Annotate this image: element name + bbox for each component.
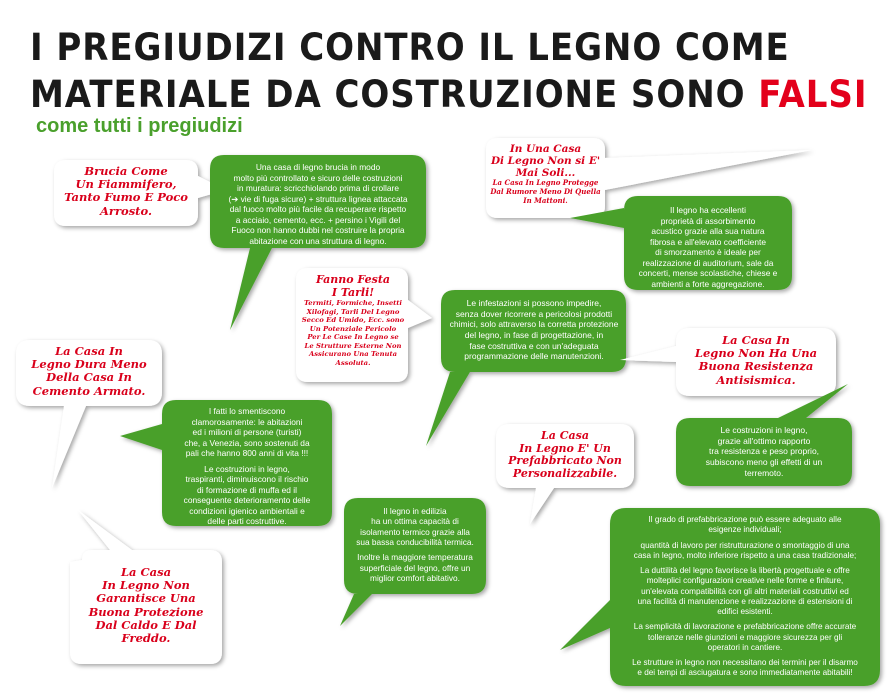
myth-termites-text [298,274,408,367]
fact-line: che, a Venezia, sono sostenuti da [184,437,310,448]
fact-line: in muratura: scricchiolando prima di crollare [237,183,399,193]
fact-line: ed i milioni di persone (turisti) [192,427,302,437]
myth-thermal-text [72,566,220,645]
fact-line: La duttilità del legno favorisce la libertà progettuale e offre [640,566,850,575]
fact-thermal-text [346,506,484,589]
fact-line: Una casa di legno brucia in modo [255,162,381,172]
fact-line: e dei tempi di asciugatura e sono immediatamente abitabili! [637,668,853,678]
myth-line: Un Fiammifero, [75,177,177,192]
fact-fire-text [212,162,424,246]
fact-line: ambienti a forte aggregazione. [651,278,765,289]
fact-paragraph [612,541,878,562]
myth-line: I Tarli! [331,285,375,299]
myth-subline: Le Strutture Esterne Non [304,341,402,350]
fact-line: Il legno in edilizia [383,506,447,516]
myth-line: La Casa In [722,333,790,347]
fact-paragraph [612,622,878,653]
fact-line: Il grado di prefabbricazione può essere adeguato alle [648,515,842,524]
myth-line: In Legno E' Un [519,441,611,455]
fact-line: Fuoco non hanno dubbi nel costruire la propria [231,225,405,235]
fact-line: abitazione con una struttura di legno. [249,235,387,246]
fact-line: clamorosamente: le abitazioni [191,416,303,427]
fact-line: una facilità di manutenzione e realizzazione di estensioni di [637,596,853,606]
myth-prefab-text [498,430,632,481]
fact-line: a acciaio, cemento, ecc. + persino i Vigili del [235,214,401,225]
fact-line: dal fuoco molto più facile da recuperare rispetto [229,204,407,214]
subtitle: come tutti i pregiudizi [36,115,243,137]
fact-line: isolamento termico grazie alla [360,526,470,537]
myth-line: In Una Casa [509,143,582,155]
myth-line: Antisismica. [716,372,796,387]
myth-subline: Termiti, Formiche, Insetti [303,299,403,308]
myth-line: Legno Dura Meno [31,357,147,372]
myth-line: Tanto Fumo E Poco [64,190,188,205]
fact-line: realizzazione di auditorium, sale da [642,257,774,268]
fact-line: Le costruzioni in legno, [204,463,290,474]
myth-line: Brucia Come [84,164,168,178]
fact-line: di formazione di muffa ed il [197,484,297,495]
fact-line: grazie all'ottimo rapporto [717,435,811,446]
myth-subline: Per Le Case In Legno se [307,333,399,342]
myth-line: La Casa [541,429,589,442]
fact-line: edifici esistenti. [717,607,773,616]
fact-line: proprietà di assorbimento [660,215,756,226]
fact-line: di smorzamento è ideale per [655,247,761,257]
myth-subline: Assicurano Una Tenuta [308,350,398,359]
myth-line: Buona Protezione [88,604,204,619]
fact-line: esigenze individuali; [708,525,782,535]
myth-line: In Legno Non [102,578,190,593]
fact-prefab-text [612,515,878,684]
myth-line: Freddo. [121,631,171,646]
fact-paragraph [164,406,330,459]
myth-subline: Xilofagi, Tarli Del Legno [306,307,400,316]
fact-line: operatori in cantiere. [707,642,783,652]
myth-line: Dal Caldo E Dal [95,617,197,632]
fact-line: fibrosa e all'elevato coefficiente [650,236,766,247]
fact-line: molto più controllato e sicuro delle costruzioni [233,172,403,183]
fact-line: del legno, in fase di progettazione, in [464,329,604,340]
fact-durability-text [164,406,330,532]
fact-line: (➔ vie di fuga sicure) + struttura lignea attaccata [228,193,408,204]
myth-line: La Casa [120,565,172,579]
myth-subline: La Casa In Legno Protegge [492,178,599,188]
myth-noise-text [488,143,603,205]
fact-paragraph [346,506,484,547]
fact-line: programmazione delle manutenzioni. [464,351,604,362]
fact-line: I fatti lo smentiscono [208,406,286,416]
fact-line: concerti, mense scolastiche, chiese e [638,268,778,278]
myth-line: Prefabbricato Non [508,454,622,468]
fact-line: senza dover ricorrere a pericolosi prodotti [455,308,613,319]
fact-line: tolleranze nelle giunzioni e maggiore sicurezza per gli [647,632,843,642]
fact-line: un'elevata compatibilità con gli altri materiali costruttivi ed [641,586,849,596]
myth-line: Cemento Armato. [32,383,146,398]
fact-paragraph [612,566,878,617]
fact-line: subiscono meno gli effetti di un [705,456,823,467]
main-title-line1: I PREGIUDIZI CONTRO IL LEGNO COME [30,26,790,69]
main-title-line2 [30,75,867,115]
myth-line: Buona Resistenza [698,359,814,374]
fact-acoustic-text [626,205,790,289]
fact-line: pali che hanno 800 anni di vita !!! [185,448,309,458]
fact-paragraph [612,515,878,536]
fact-line: terremoto. [744,467,784,478]
fact-line: chimici, solo attraverso la corretta protezione [449,319,619,330]
fact-line: acustico grazie alla sua natura [651,226,765,236]
myth-subline: Assoluta. [335,358,371,367]
myth-line: Di Legno Non si E' [490,155,601,168]
fact-line: Inoltre la maggiore temperatura [357,552,473,563]
fact-line: superficiale del legno, offre un [359,562,471,573]
main-title-highlight: FALSI [758,73,868,116]
myth-line: Fanno Festa [315,273,391,286]
myth-line: Arrosto. [100,203,152,218]
myth-line: Personalizzabile. [512,466,618,480]
fact-line: casa in legno, molto inferiore rispetto a una casa tradizionale; [633,550,857,560]
fact-line: miglior comfort abitativo. [370,573,460,584]
myth-fire-text [56,165,196,218]
myth-seismic-text [678,334,834,387]
myth-line: Garantisce Una [96,591,196,606]
fact-line: delle parti costruttive. [207,516,287,526]
myth-subline: In Mattoni. [523,195,568,205]
myth-line: Mai Soli... [515,167,576,180]
fact-line: Il legno ha eccellenti [670,205,746,215]
myth-line: La Casa In [55,344,123,358]
fact-line: quantità di lavoro per ristrutturazione o smontaggio di una [640,540,850,550]
fact-line: Le costruzioni in legno, [720,425,808,435]
fact-line: sua bassa conducibilità termica. [356,537,474,548]
myth-subline: Secco Ed Umido, Ecc. sono [301,316,405,325]
myth-durability-text [18,345,160,398]
myth-line: Legno Non Ha Una [694,346,818,361]
main-title-line2-text: MATERIALE DA COSTRUZIONE SONO [30,73,759,116]
fact-line: Le strutture in legno non necessitano dei termini per il disarmo [632,658,858,667]
fact-paragraph [164,464,330,527]
fact-line: Le infestazioni si possono impedire, [466,298,602,308]
fact-line: La semplicità di lavorazione e prefabbricazione offre accurate [633,622,857,632]
myth-line: Della Casa In [46,370,132,385]
fact-termites-text [443,298,625,362]
fact-line: ha un ottima capacità di [371,516,459,527]
fact-line: condizioni igienico ambientali e [189,505,305,516]
fact-line: tra resistenza e peso proprio, [708,446,820,457]
myth-subline: Dal Rumore Meno Di Quella [490,186,601,196]
fact-line: conseguente deterioramento delle [183,495,311,505]
fact-line: molteplici configurazioni creative nelle forme e finiture, [646,576,844,586]
fact-paragraph [346,552,484,583]
fact-line: traspiranti, diminuiscono il rischio [185,474,309,484]
fact-seismic-text [678,425,850,478]
fact-paragraph [612,658,878,679]
myth-subline: Un Potenziale Pericolo [309,324,397,333]
fact-line: fase costruttiva e con un'adeguata [469,340,599,351]
